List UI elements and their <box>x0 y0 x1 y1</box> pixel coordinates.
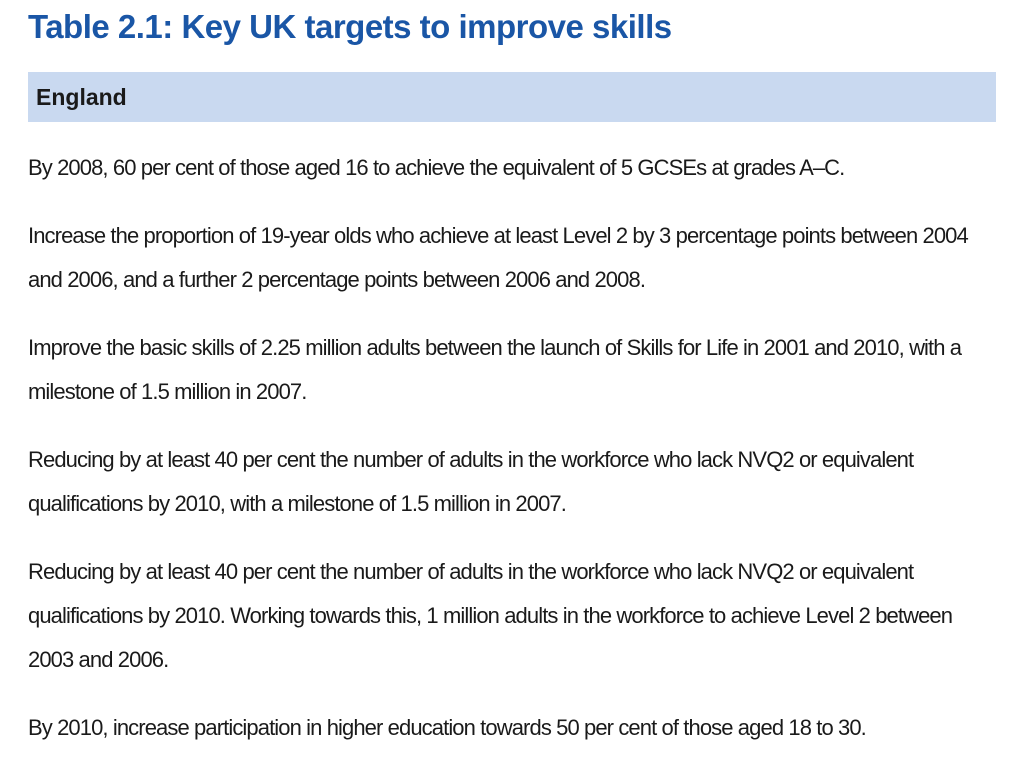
target-item-5: Reducing by at least 40 per cent the number of adults in the workforce who lack NVQ2 or equivalent qualifications by 2010. Working towards this, 1 million adults in the workforce to achieve Level 2 between 2003 and 2006. <box>28 559 953 672</box>
target-item-1: By 2008, 60 per cent of those aged 16 to achieve the equivalent of 5 GCSEs at grades A–C. <box>28 155 845 180</box>
target-item-3: Improve the basic skills of 2.25 million adults between the launch of Skills for Life in 2001 and 2010, with a milestone of 1.5 million in 2007. <box>28 335 962 404</box>
targets-list <box>28 146 996 750</box>
region-label: England <box>36 83 127 110</box>
target-item-2: Increase the proportion of 19-year olds who achieve at least Level 2 by 3 percentage points between 2004 and 2006, and a further 2 percentage points between 2006 and 2008. <box>28 223 968 292</box>
region-header-bar <box>28 72 996 122</box>
table-title: Table 2.1: Key UK targets to improve skills <box>28 8 672 45</box>
target-item-6: By 2010, increase participation in higher education towards 50 per cent of those aged 18 to 30. <box>28 715 866 740</box>
target-item-4: Reducing by at least 40 per cent the number of adults in the workforce who lack NVQ2 or equivalent qualifications by 2010, with a milestone of 1.5 million in 2007. <box>28 447 914 516</box>
